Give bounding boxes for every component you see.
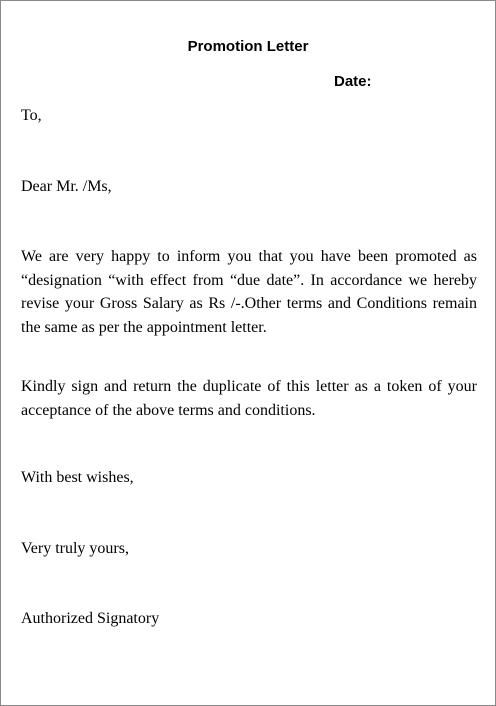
salutation: Dear Mr. /Ms,: [21, 178, 112, 195]
body-paragraph-promotion: We are very happy to inform you that you have been promoted as “designation “with effect from “due date”. In accordance we hereby revise your Gross Salary as Rs /-.Other terms and Conditions remain the same as per the appointment letter.: [21, 248, 477, 336]
closing-line: With best wishes,: [21, 469, 134, 486]
recipient-line: To,: [21, 107, 42, 124]
signatory-line: Authorized Signatory: [21, 610, 160, 627]
letter-title: Promotion Letter: [187, 38, 309, 55]
date-label: Date:: [334, 73, 372, 90]
signoff-line: Very truly yours,: [21, 540, 129, 557]
body-paragraph-acceptance: Kindly sign and return the duplicate of this letter as a token of your acceptance of the above terms and conditions.: [21, 378, 477, 419]
